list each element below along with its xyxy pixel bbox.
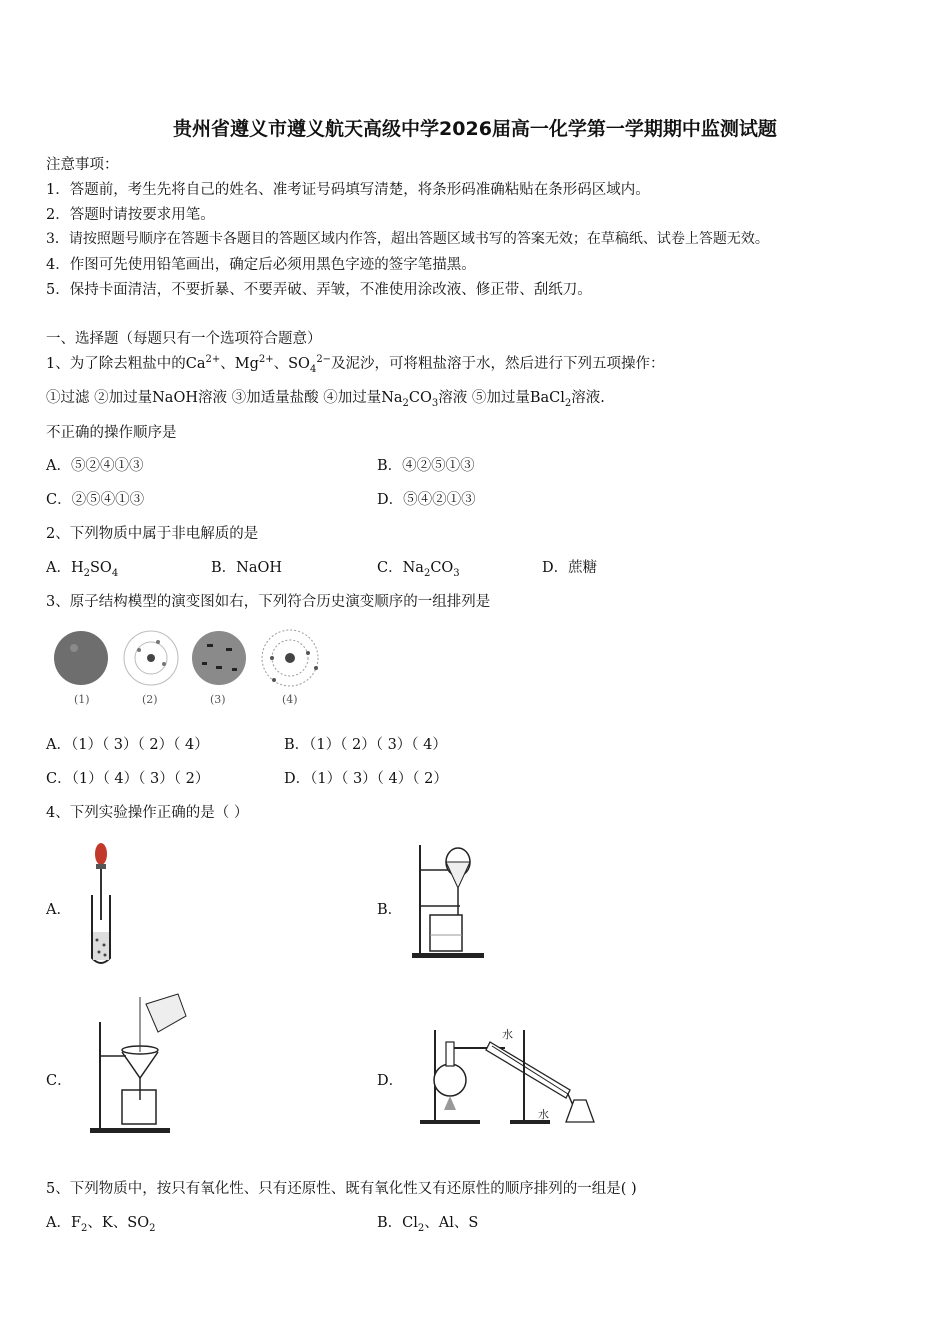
- q4-option-a[interactable]: A．: [46, 902, 71, 918]
- water-outlet-label: 水: [538, 1108, 549, 1121]
- q2-stem: 2、下列物质中属于非电解质的是: [46, 526, 259, 542]
- q4-option-d[interactable]: D．: [377, 1073, 404, 1089]
- atomic-models-figure: [46, 620, 336, 715]
- section-heading: 一、选择题（每题只有一个选项符合题意）: [46, 331, 322, 347]
- page-title: 贵州省遵义市遵义航天高级中学2026届高一化学第一学期期中监测试题: [173, 118, 777, 140]
- q1-operations: ①过滤 ②加过量NaOH溶液 ③加适量盐酸 ④加过量$Na_2CO_3$溶液 ⑤加过量BaCl$_2$溶液.: [46, 390, 605, 409]
- separatory-funnel-figure: [410, 840, 490, 965]
- notice-item: 4．作图可先使用铅笔画出，确定后必须用黑色字迹的签字笔描黑。: [46, 257, 476, 273]
- model-label: (4): [282, 693, 298, 706]
- q1-option-a[interactable]: A．⑤②④①③: [46, 458, 144, 474]
- q4-option-b[interactable]: B．: [377, 902, 403, 918]
- q4-option-c[interactable]: C．: [46, 1073, 72, 1089]
- distillation-figure: [410, 1020, 605, 1130]
- model-label: (3): [210, 693, 226, 706]
- notice-item: 1．答题前，考生先将自己的姓名、准考证号码填写清楚，将条形码准确粘贴在条形码区域内。: [46, 182, 650, 198]
- dropper-test-tube-figure: [84, 840, 124, 970]
- notice-item: 3．请按照题号顺序在答题卡各题目的答题区域内作答，超出答题区域书写的答案无效；在草稿纸、试卷上答题无效。: [46, 231, 769, 247]
- q3-stem: 3、原子结构模型的演变图如右，下列符合历史演变顺序的一组排列是: [46, 594, 491, 610]
- q2-option-d[interactable]: D．蔗糖: [542, 560, 598, 576]
- model-label: (2): [142, 693, 158, 706]
- q3-option-d[interactable]: D．（1）（ 3）（ 4）（ 2）: [284, 771, 448, 787]
- model-3-plum-pudding: [192, 631, 246, 685]
- model-1-solid-sphere: [54, 631, 108, 685]
- q2-option-a[interactable]: A．$H_2SO_4$: [46, 560, 119, 579]
- notice-heading: 注意事项：: [46, 157, 119, 173]
- q2-option-b[interactable]: B．NaOH: [211, 560, 283, 576]
- q3-option-b[interactable]: B．（1）（ 2）（ 3）（ 4）: [284, 737, 447, 753]
- notice-item: 2．答题时请按要求用笔。: [46, 207, 215, 223]
- q2-option-c[interactable]: C．$Na_2CO_3$: [377, 560, 460, 579]
- q4-stem: 4、下列实验操作正确的是（ ）: [46, 805, 249, 821]
- filtration-figure: [88, 992, 193, 1137]
- notice-item: 5．保持卡面清洁，不要折暴、不要弄破、弄皱，不准使用涂改液、修正带、刮纸刀。: [46, 282, 592, 298]
- q1-stem: 1、为了除去粗盐中的$Ca^{2+}$、$Mg^{2+}$、$SO_4^{2-}$及泥沙，可将粗盐溶于水，然后进行下列五项操作：: [46, 354, 665, 375]
- q5-option-b[interactable]: B．$Cl_2$、Al、S: [377, 1215, 479, 1234]
- q1-option-b[interactable]: B．④②⑤①③: [377, 458, 475, 474]
- water-inlet-label: 水: [502, 1028, 513, 1041]
- q3-option-a[interactable]: A．（1）（ 3）（ 2）（ 4）: [46, 737, 209, 753]
- q5-stem: 5、下列物质中，按只有氧化性、只有还原性、既有氧化性又有还原性的顺序排列的一组是( ): [46, 1181, 637, 1197]
- q1-option-c[interactable]: C．②⑤④①③: [46, 492, 145, 508]
- q3-option-c[interactable]: C．（1）（ 4）（ 3）（ 2）: [46, 771, 210, 787]
- q1-prompt: 不正确的操作顺序是: [46, 425, 177, 441]
- q1-option-d[interactable]: D．⑤④②①③: [377, 492, 476, 508]
- q5-option-a[interactable]: A．$F_2$、K、$SO_2$: [46, 1215, 156, 1234]
- model-label: (1): [74, 693, 90, 706]
